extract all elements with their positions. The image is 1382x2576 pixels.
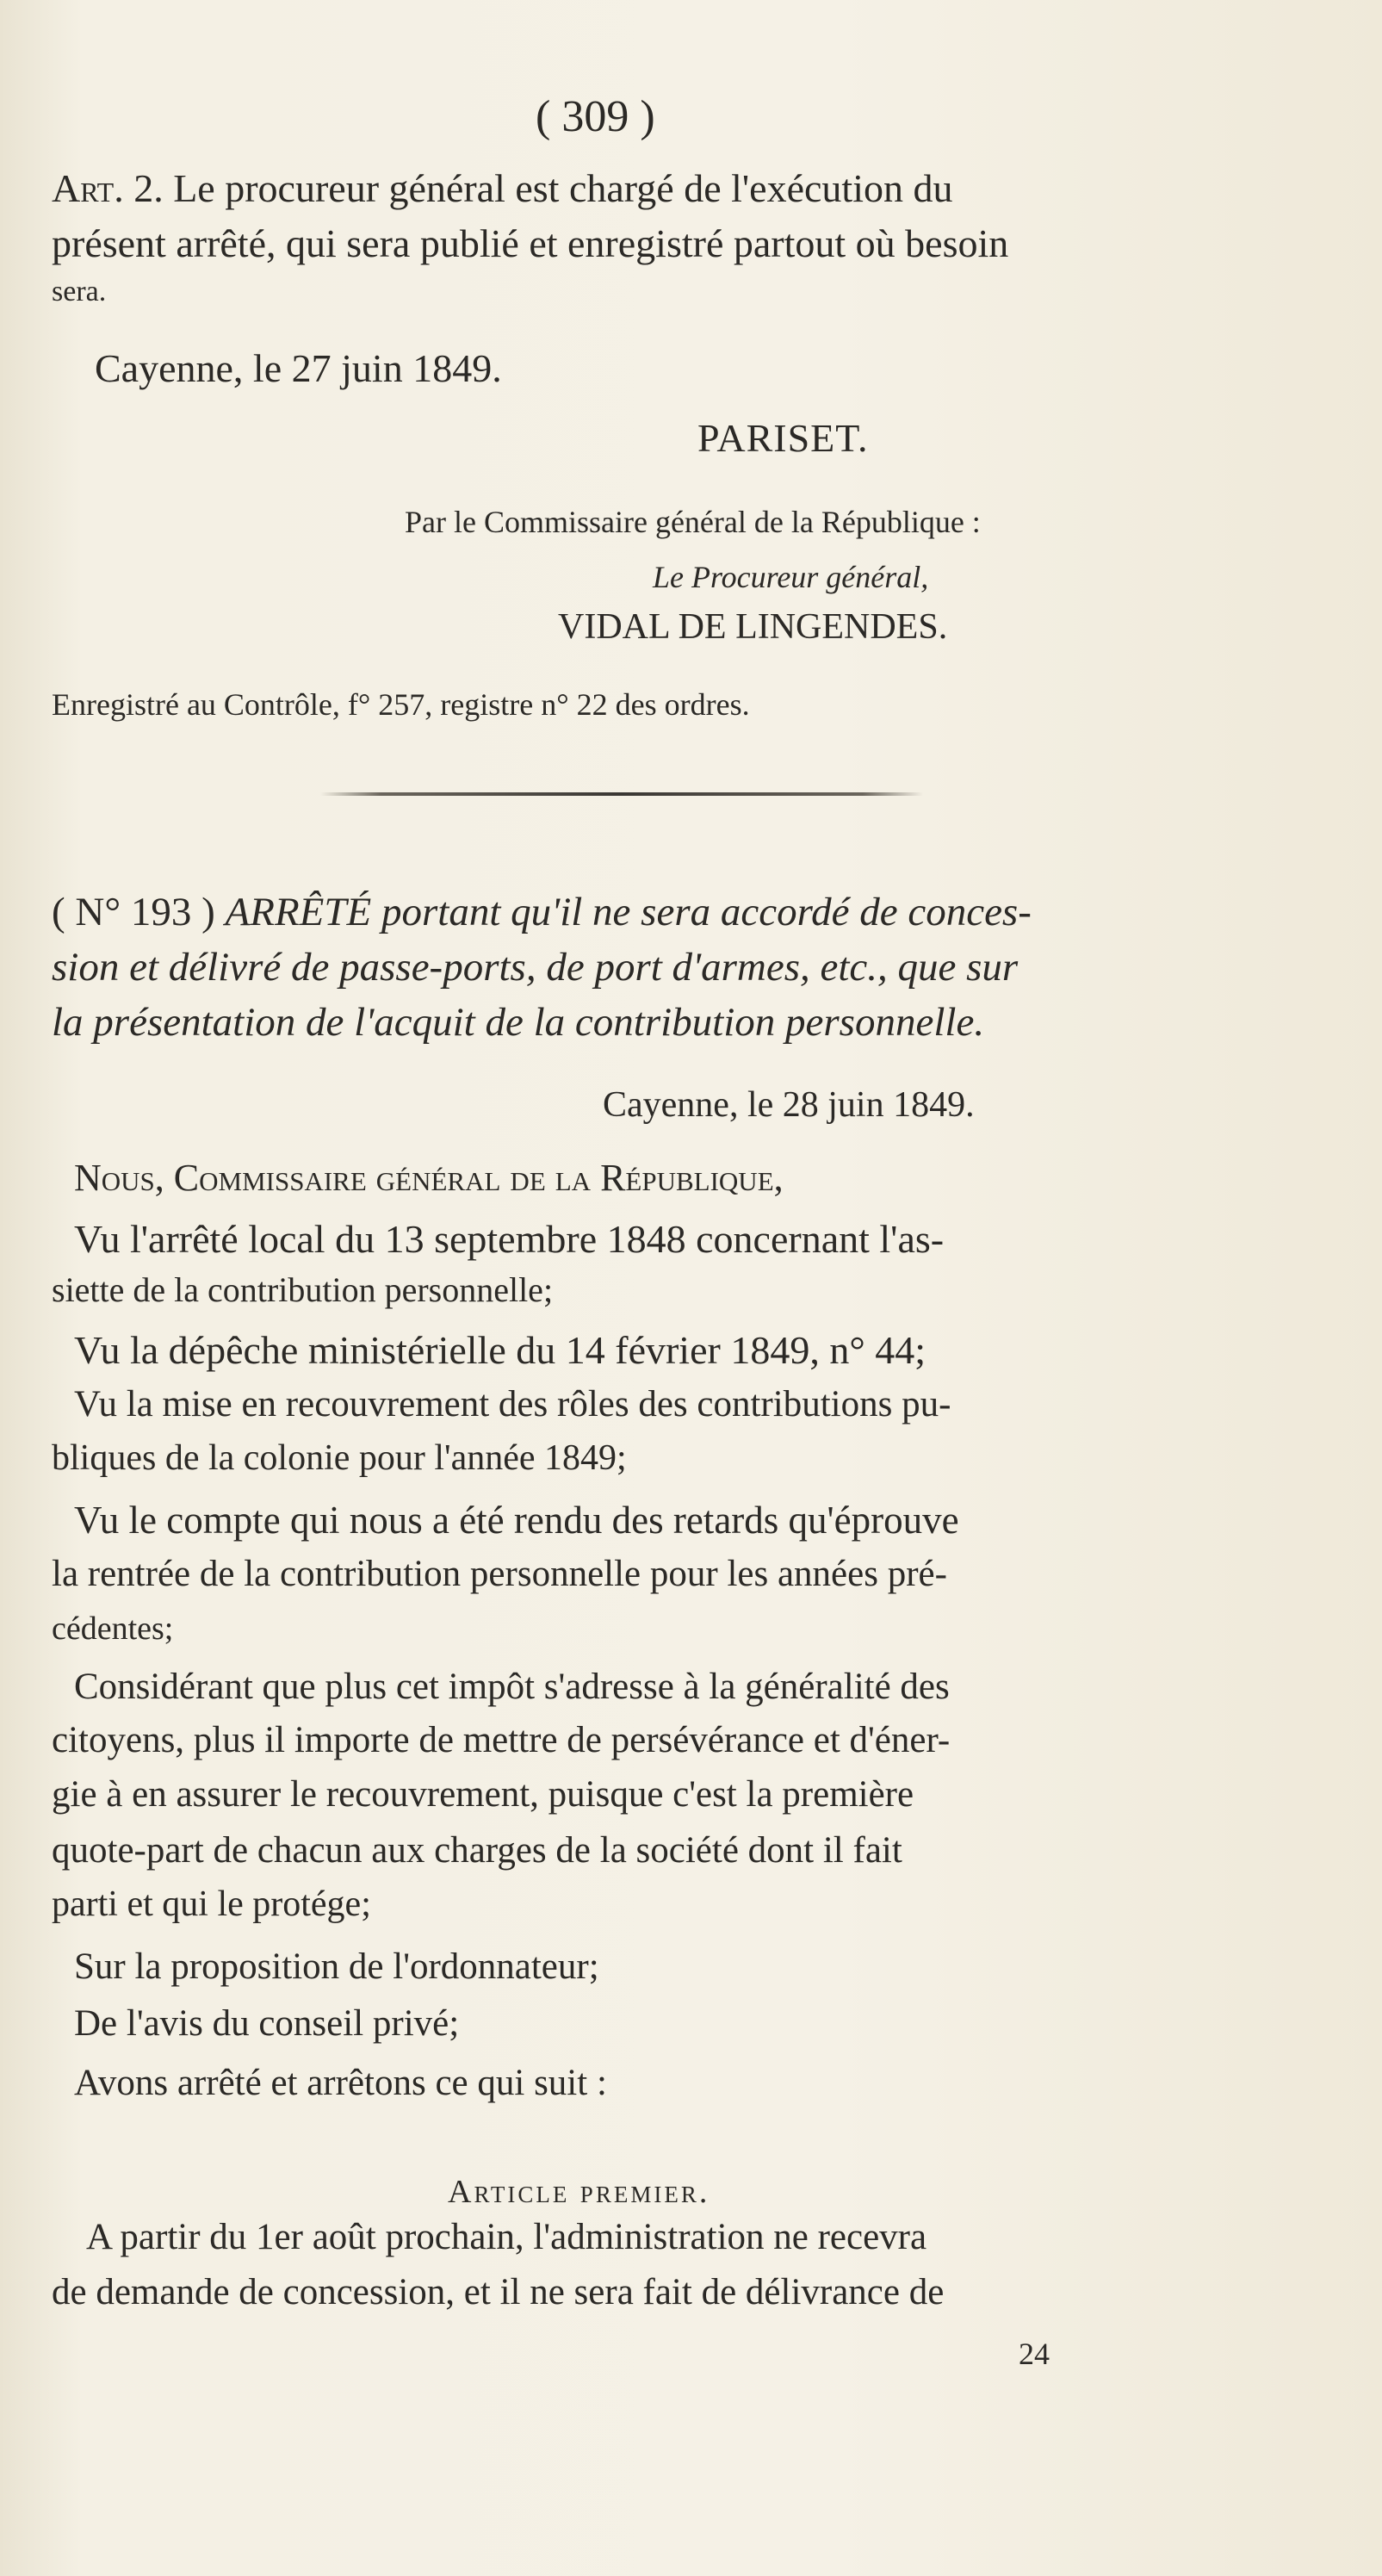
paragraph-line: cédentes; (52, 1611, 174, 1647)
paragraph-line: De l'avis du conseil privé; (74, 2003, 460, 2044)
paragraph-line: bliques de la colonie pour l'année 1849; (52, 1438, 627, 1478)
paragraph-line: parti et qui le protége; (52, 1884, 371, 1924)
decree-number: ( N° 193 ) (52, 890, 215, 934)
article-premier-heading: Article premier. (448, 2174, 710, 2210)
paragraph-line: Vu la dépêche ministérielle du 14 février 1849, n° 44; (74, 1328, 926, 1372)
decree-title-line-2: sion et délivré de passe-ports, de port d'armes, etc., que sur (52, 945, 1019, 990)
paragraph-line: Vu le compte qui nous a été rendu des retards qu'éprouve (74, 1499, 959, 1542)
article-2-line-1 (52, 166, 953, 210)
article-2-line-3: sera. (52, 276, 107, 307)
section-divider (320, 792, 923, 796)
paragraph-line: Avons arrêté et arrêtons ce qui suit : (74, 2063, 607, 2103)
paragraph-line: gie à en assurer le recouvrement, puisque c'est la première (52, 1774, 914, 1815)
nous-line: Nous, Commissaire général de la République, (74, 1157, 784, 1199)
article-2-line-2: présent arrêté, qui sera publié et enregistré partout où besoin (52, 221, 1009, 265)
procureur-title: Le Procureur général, (653, 560, 929, 594)
paragraph-line: citoyens, plus il importe de mettre de persévérance et d'éner- (52, 1720, 951, 1760)
paragraph-line: Vu la mise en recouvrement des rôles des contributions pu- (74, 1384, 951, 1425)
dateline-1: Cayenne, le 27 juin 1849. (95, 346, 502, 390)
article-2-text: 2. Le procureur général est chargé de l'exécution du (133, 166, 953, 210)
paragraph-line: Vu l'arrêté local du 13 septembre 1848 concernant l'as- (74, 1217, 945, 1261)
decree-title-text: ARRÊTÉ portant qu'il ne sera accordé de conces- (225, 890, 1032, 934)
paragraph-line: quote-part de chacun aux charges de la société dont il fait (52, 1830, 902, 1871)
article-line-2: de demande de concession, et il ne sera fait de délivrance de (52, 2272, 945, 2312)
decree-title-line-3: la présentation de l'acquit de la contribution personnelle. (52, 1000, 985, 1045)
page-number: ( 309 ) (536, 92, 655, 141)
paragraph-line: siette de la contribution personnelle; (52, 1270, 554, 1309)
decree-title-line-1 (52, 892, 1032, 933)
article-label: Art. (52, 166, 124, 210)
registration-line: Enregistré au Contrôle, f° 257, registre n° 22 des ordres. (52, 687, 750, 722)
commissioner-line: Par le Commissaire général de la République : (405, 505, 981, 539)
procureur-name: VIDAL DE LINGENDES. (558, 607, 948, 647)
article-line-1: A partir du 1er août prochain, l'administration ne recevra (86, 2217, 927, 2257)
paragraph-line: Considérant que plus cet impôt s'adresse à la généralité des (74, 1667, 950, 1707)
signature-pariset: PARISET. (697, 416, 869, 460)
signature-mark: 24 (1019, 2337, 1050, 2371)
dateline-2: Cayenne, le 28 juin 1849. (603, 1085, 975, 1125)
paragraph-line: Sur la proposition de l'ordonnateur; (74, 1946, 599, 1987)
paragraph-line: la rentrée de la contribution personnelle pour les années pré- (52, 1554, 947, 1594)
